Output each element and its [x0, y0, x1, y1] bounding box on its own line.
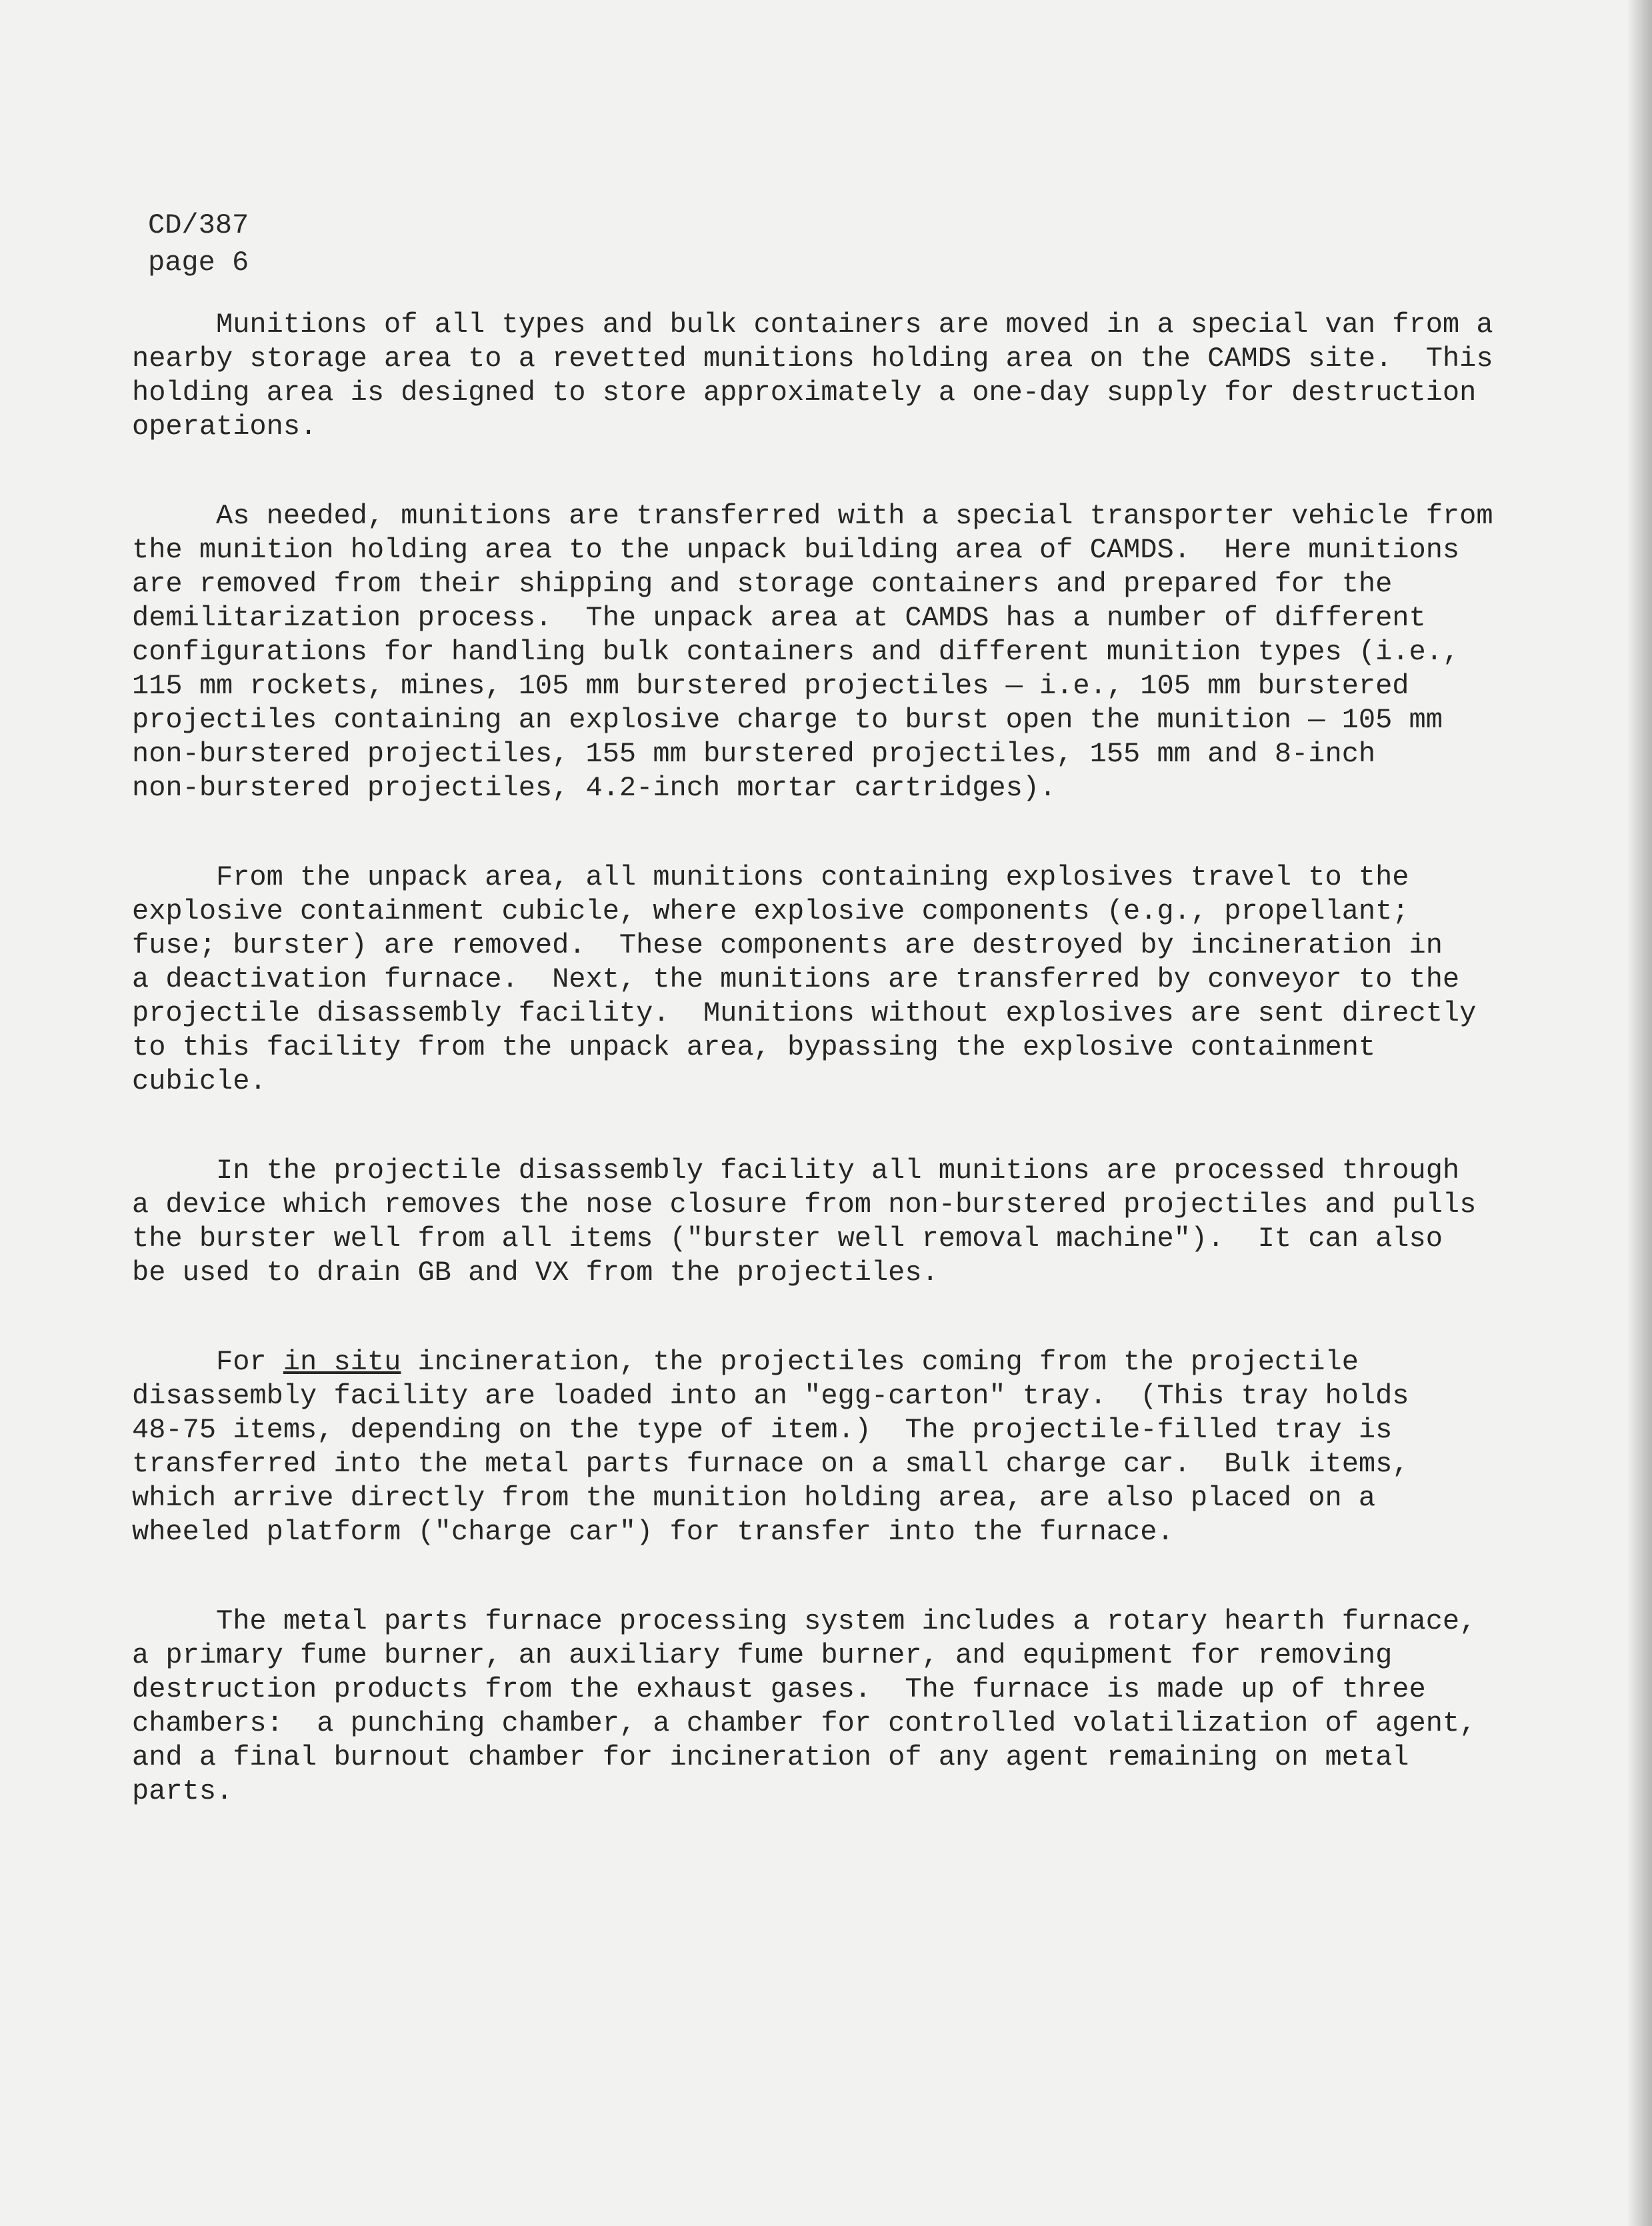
text-line: parts.	[132, 1775, 233, 1807]
text-line: configurations for handling bulk containers and different munition types (i.e.,	[132, 636, 1460, 668]
text-line: non-burstered projectiles, 4.2-inch mortar cartridges).	[132, 772, 1057, 804]
underlined-term: in situ	[283, 1346, 401, 1378]
text-line: operations.	[132, 411, 317, 443]
page-number: page 6	[148, 247, 249, 279]
text-line-first	[132, 1345, 1539, 1379]
text-line: the burster well from all items ("burster well removal machine"). It can also	[132, 1223, 1443, 1255]
text-line: projectiles containing an explosive charge to burst open the munition — 105 mm	[132, 704, 1443, 736]
text-line: As needed, munitions are transferred with a special transporter vehicle from	[132, 500, 1493, 532]
page-edge-shadow	[1627, 0, 1652, 2226]
text-line: In the projectile disassembly facility all munitions are processed through	[132, 1155, 1460, 1187]
text-line: a primary fume burner, an auxiliary fume burner, and equipment for removing	[132, 1639, 1393, 1671]
text-line: destruction products from the exhaust gases. The furnace is made up of three	[132, 1673, 1426, 1705]
text-line: the munition holding area to the unpack building area of CAMDS. Here munitions	[132, 534, 1460, 566]
text-line: are removed from their shipping and storage containers and prepared for the	[132, 568, 1393, 600]
text-line: non-burstered projectiles, 155 mm burstered projectiles, 155 mm and 8-inch	[132, 738, 1376, 770]
paragraph-4	[132, 1154, 1539, 1290]
paragraph-2	[132, 499, 1539, 805]
text-line: chambers: a punching chamber, a chamber for controlled volatilization of agent,	[132, 1707, 1477, 1739]
text-line: demilitarization process. The unpack area at CAMDS has a number of different	[132, 602, 1426, 634]
text-line: which arrive directly from the munition holding area, are also placed on a	[132, 1482, 1376, 1514]
text-line: a deactivation furnace. Next, the munitions are transferred by conveyor to the	[132, 963, 1460, 995]
paragraph-3	[132, 861, 1539, 1099]
text-line: projectile disassembly facility. Munitions without explosives are sent directly	[132, 997, 1477, 1029]
text-line: explosive containment cubicle, where explosive components (e.g., propellant;	[132, 895, 1409, 927]
text-line: wheeled platform ("charge car") for transfer into the furnace.	[132, 1516, 1174, 1548]
text-line: disassembly facility are loaded into an "egg-carton" tray. (This tray holds	[132, 1380, 1409, 1412]
text-line: and a final burnout chamber for incineration of any agent remaining on metal	[132, 1741, 1409, 1773]
text-line: to this facility from the unpack area, bypassing the explosive containment	[132, 1031, 1376, 1063]
text-line: The metal parts furnace processing system includes a rotary hearth furnace,	[132, 1605, 1477, 1637]
document-id: CD/387	[148, 209, 249, 241]
text-line: 115 mm rockets, mines, 105 mm burstered projectiles — i.e., 105 mm burstered	[132, 670, 1409, 702]
text-line: cubicle.	[132, 1065, 267, 1097]
text-line: be used to drain GB and VX from the projectiles.	[132, 1257, 939, 1289]
text-line: holding area is designed to store approximately a one-day supply for destruction	[132, 377, 1477, 409]
text-line: 48-75 items, depending on the type of item.) The projectile-filled tray is	[132, 1414, 1393, 1446]
text-line: transferred into the metal parts furnace on a small charge car. Bulk items,	[132, 1448, 1409, 1480]
text-line: nearby storage area to a revetted munitions holding area on the CAMDS site. This	[132, 343, 1493, 375]
document-header	[148, 207, 249, 281]
text-line: Munitions of all types and bulk containers are moved in a special van from a	[132, 309, 1493, 341]
paragraph-5	[132, 1345, 1539, 1549]
text-line: fuse; burster) are removed. These components are destroyed by incineration in	[132, 929, 1443, 961]
text-line: a device which removes the nose closure from non-burstered projectiles and pulls	[132, 1189, 1477, 1221]
document-body	[132, 308, 1539, 1864]
line-suffix: incineration, the projectiles coming from the projectile	[401, 1346, 1359, 1378]
text-line: From the unpack area, all munitions containing explosives travel to the	[132, 861, 1409, 893]
paragraph-6	[132, 1605, 1539, 1809]
paragraph-1	[132, 308, 1539, 444]
line-prefix: For	[132, 1346, 283, 1378]
